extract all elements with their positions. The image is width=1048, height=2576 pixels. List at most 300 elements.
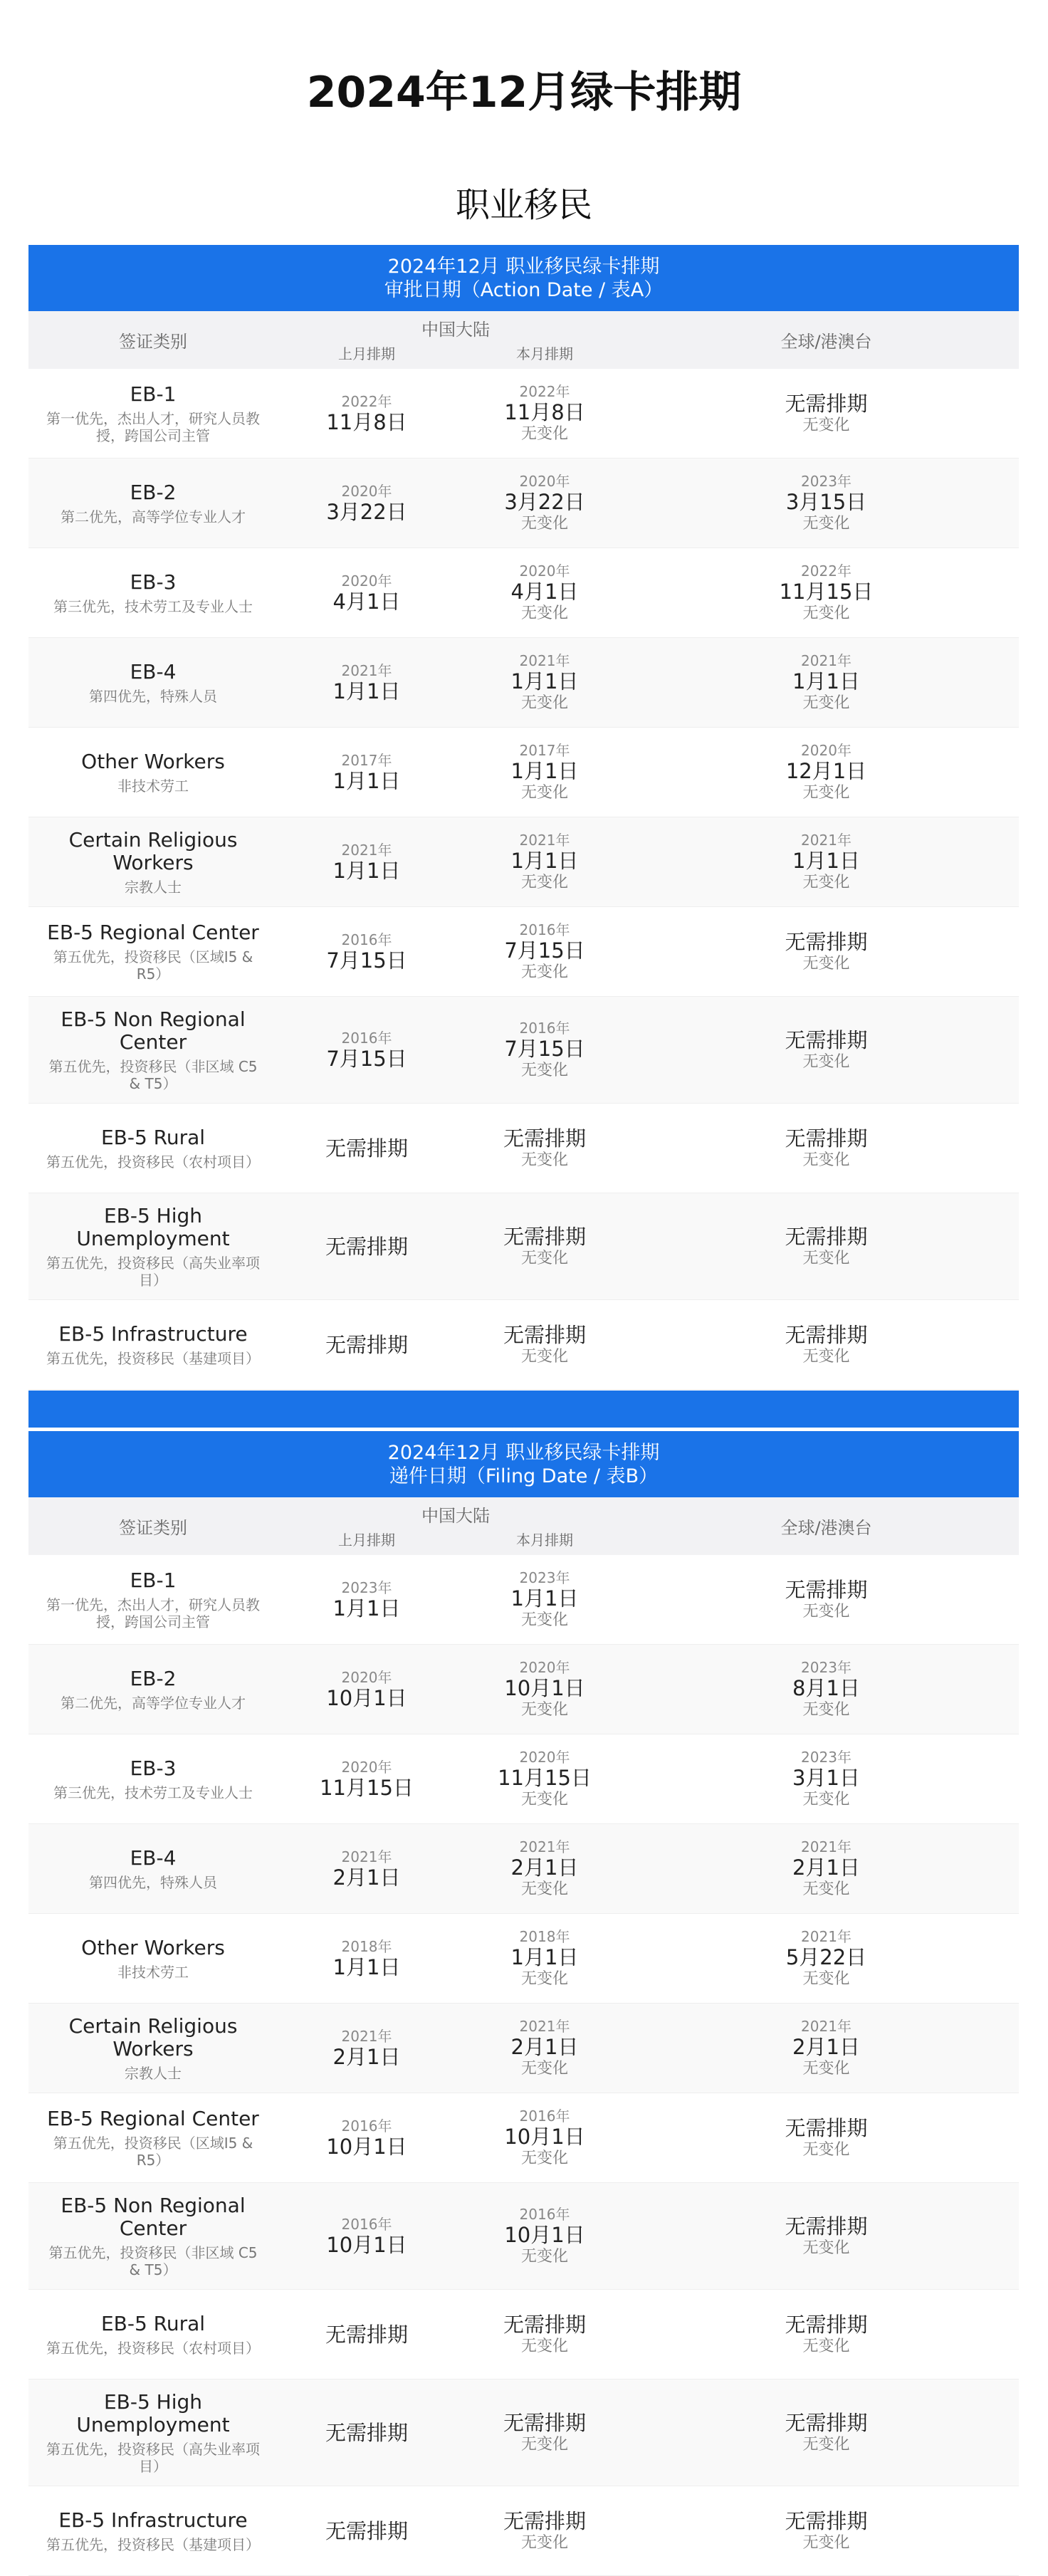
category-name: EB-2 <box>130 1666 177 1690</box>
date-value: 无需排期 <box>785 391 868 416</box>
column-headers <box>28 311 1019 369</box>
this-month-cell <box>456 1300 634 1389</box>
category-cell <box>28 1193 278 1299</box>
change-status: 无变化 <box>520 1790 568 1808</box>
date-value: 5月22日 <box>785 1944 867 1969</box>
category-description: 第五优先，投资移民（农村项目） <box>46 1153 260 1171</box>
date-year: 2022年 <box>519 382 570 400</box>
table-row <box>28 1193 1019 1300</box>
date-year: 2021年 <box>801 1838 852 1855</box>
table-body <box>28 1555 1019 2576</box>
category-name: EB-5 Non Regional Center <box>61 2193 246 2240</box>
date-value: 10月1日 <box>504 1675 585 1700</box>
column-headers <box>28 1497 1019 1555</box>
global-cell <box>634 1300 1019 1389</box>
prev-month-cell <box>278 2379 456 2486</box>
this-month-cell <box>456 997 634 1103</box>
table-row <box>28 1824 1019 1914</box>
date-value: 1月1日 <box>332 858 401 883</box>
change-status: 无变化 <box>520 2247 568 2266</box>
date-value: 11月15日 <box>320 1775 414 1800</box>
date-value: 无需排期 <box>325 2322 408 2347</box>
category-cell <box>28 2093 278 2182</box>
column-header-china: 中国大陆 <box>421 1506 490 1526</box>
category-cell <box>28 728 278 817</box>
page-title: 2024年12月绿卡排期 <box>306 68 742 117</box>
category-name: EB-1 <box>130 1568 177 1592</box>
date-year: 2020年 <box>519 1658 570 1676</box>
prev-month-cell <box>278 1645 456 1734</box>
this-month-cell <box>456 2486 634 2575</box>
change-status: 无变化 <box>520 2435 568 2454</box>
date-value: 11月15日 <box>498 1765 592 1790</box>
column-header-category: 签证类别 <box>119 332 187 352</box>
date-value: 1月1日 <box>332 1596 401 1621</box>
this-month-cell <box>456 817 634 906</box>
date-year: 2021年 <box>341 1848 392 1865</box>
category-description: 第五优先，投资移民（基建项目） <box>46 2535 260 2553</box>
date-year: 2017年 <box>341 751 392 769</box>
prev-month-cell <box>278 1914 456 2003</box>
category-name: EB-3 <box>130 1756 177 1780</box>
this-month-cell <box>456 548 634 637</box>
date-value: 无需排期 <box>785 929 868 954</box>
date-year: 2017年 <box>519 741 570 759</box>
date-value: 无需排期 <box>785 1224 868 1249</box>
date-value: 无需排期 <box>785 2312 868 2337</box>
date-value: 11月8日 <box>504 399 585 424</box>
date-year: 2016年 <box>519 2107 570 2125</box>
date-value: 无需排期 <box>785 1027 868 1052</box>
global-cell <box>634 1555 1019 1644</box>
prev-month-cell <box>278 2004 456 2093</box>
this-month-cell <box>456 2379 634 2486</box>
date-year: 2016年 <box>519 2205 570 2223</box>
category-name: Other Workers <box>81 749 225 773</box>
category-cell <box>28 1300 278 1389</box>
date-value: 无需排期 <box>785 1322 868 1347</box>
table-row <box>28 2004 1019 2093</box>
date-value: 1月1日 <box>510 669 579 693</box>
date-value: 无需排期 <box>503 1126 586 1151</box>
category-name: EB-5 High Unemployment <box>76 2389 230 2436</box>
date-year: 2016年 <box>341 2117 392 2135</box>
table-title-line1: 2024年12月 职业移民绿卡排期 <box>387 255 660 278</box>
action-date-table <box>28 245 1019 1390</box>
category-description: 非技术劳工 <box>117 1963 189 1981</box>
category-name: EB-5 Rural <box>100 2311 206 2335</box>
change-status: 无变化 <box>520 1611 568 1629</box>
date-value: 4月1日 <box>510 579 579 604</box>
this-month-cell <box>456 1914 634 2003</box>
prev-month-cell <box>278 1555 456 1644</box>
this-month-cell <box>456 1193 634 1299</box>
table-row <box>28 638 1019 728</box>
date-year: 2018年 <box>341 1937 392 1955</box>
change-status: 无变化 <box>802 514 850 533</box>
column-header-global: 全球/港澳台 <box>780 1518 872 1538</box>
date-value: 无需排期 <box>325 1332 408 1357</box>
change-status: 无变化 <box>520 604 568 622</box>
date-value: 2月1日 <box>510 1855 579 1880</box>
table-row <box>28 1734 1019 1824</box>
category-description: 第五优先，投资移民（基建项目） <box>46 1349 260 1367</box>
date-value: 无需排期 <box>325 1234 408 1259</box>
date-value: 无需排期 <box>325 2420 408 2445</box>
date-value: 11月8日 <box>326 409 407 434</box>
column-header-china: 中国大陆 <box>421 320 490 340</box>
global-cell <box>634 369 1019 458</box>
change-status: 无变化 <box>802 783 850 802</box>
category-name: EB-5 Regional Center <box>47 920 259 944</box>
date-value: 1月1日 <box>792 669 860 693</box>
date-year: 2016年 <box>341 931 392 948</box>
global-cell <box>634 1645 1019 1734</box>
table-title-line2: 递件日期（Filing Date / 表B） <box>389 1465 659 1487</box>
prev-month-cell <box>278 1300 456 1389</box>
table-row <box>28 1645 1019 1734</box>
date-value: 7月15日 <box>326 1046 407 1071</box>
category-name: EB-5 Regional Center <box>47 2106 259 2130</box>
change-status: 无变化 <box>520 1061 568 1079</box>
change-status: 无变化 <box>520 2059 568 2078</box>
category-description: 宗教人士 <box>125 2064 182 2082</box>
filing-date-table <box>28 1431 1019 2576</box>
change-status: 无变化 <box>802 873 850 891</box>
change-status: 无变化 <box>802 1602 850 1621</box>
change-status: 无变化 <box>520 1880 568 1898</box>
prev-month-cell <box>278 459 456 548</box>
change-status: 无变化 <box>802 2059 850 2078</box>
date-value: 无需排期 <box>785 2508 868 2533</box>
prev-month-cell <box>278 1193 456 1299</box>
table-row <box>28 2093 1019 2183</box>
date-value: 1月1日 <box>510 848 579 873</box>
date-value: 3月22日 <box>504 489 585 514</box>
category-name: Certain Religious Workers <box>68 2014 238 2061</box>
date-year: 2021年 <box>801 1927 852 1945</box>
change-status: 无变化 <box>520 693 568 712</box>
date-value: 2月1日 <box>792 2034 860 2059</box>
date-year: 2022年 <box>341 392 392 410</box>
this-month-cell <box>456 728 634 817</box>
date-value: 1月1日 <box>510 1586 579 1611</box>
change-status: 无变化 <box>802 1880 850 1898</box>
change-status: 无变化 <box>520 514 568 533</box>
prev-month-cell <box>278 2290 456 2379</box>
prev-month-cell <box>278 638 456 727</box>
date-year: 2016年 <box>341 2215 392 2233</box>
category-description: 第五优先，投资移民（区域I5 & R5） <box>53 948 253 983</box>
category-cell <box>28 1555 278 1644</box>
global-cell <box>634 2290 1019 2379</box>
change-status: 无变化 <box>520 2533 568 2552</box>
column-header-this-month: 本月排期 <box>516 1532 573 1549</box>
date-year: 2021年 <box>801 831 852 849</box>
column-header-prev-month: 上月排期 <box>338 345 395 362</box>
date-year: 2021年 <box>341 841 392 859</box>
prev-month-cell <box>278 817 456 906</box>
global-cell <box>634 2183 1019 2289</box>
date-year: 2023年 <box>519 1569 570 1586</box>
global-cell <box>634 459 1019 548</box>
category-name: Certain Religious Workers <box>68 827 238 874</box>
date-value: 1月1日 <box>332 1954 401 1979</box>
category-name: EB-3 <box>130 570 177 594</box>
category-cell <box>28 1104 278 1193</box>
date-value: 7月15日 <box>504 1036 585 1061</box>
table-row <box>28 2486 1019 2576</box>
table-body <box>28 369 1019 1390</box>
category-cell <box>28 1914 278 2003</box>
this-month-cell <box>456 1555 634 1644</box>
category-description: 第四优先，特殊人员 <box>89 687 217 705</box>
date-value: 无需排期 <box>503 2508 586 2533</box>
change-status: 无变化 <box>802 2435 850 2454</box>
change-status: 无变化 <box>520 963 568 981</box>
category-description: 第一优先，杰出人才，研究人员教授，跨国公司主管 <box>46 409 260 444</box>
change-status: 无变化 <box>802 1700 850 1719</box>
date-year: 2023年 <box>341 1578 392 1596</box>
prev-month-cell <box>278 548 456 637</box>
date-year: 2021年 <box>519 651 570 669</box>
category-cell <box>28 997 278 1103</box>
prev-month-cell <box>278 369 456 458</box>
date-value: 3月22日 <box>326 499 407 524</box>
change-status: 无变化 <box>802 604 850 622</box>
category-cell <box>28 1645 278 1734</box>
category-name: EB-1 <box>130 382 177 406</box>
change-status: 无变化 <box>520 873 568 891</box>
date-year: 2020年 <box>341 1758 392 1776</box>
category-description: 第五优先，投资移民（农村项目） <box>46 2339 260 2357</box>
date-value: 无需排期 <box>785 1126 868 1151</box>
date-year: 2022年 <box>801 562 852 580</box>
table-header <box>28 1431 1019 1497</box>
table-row <box>28 2290 1019 2379</box>
date-value: 10月1日 <box>326 1685 407 1710</box>
category-cell <box>28 369 278 458</box>
prev-month-cell <box>278 1824 456 1913</box>
table-row <box>28 2183 1019 2290</box>
category-name: EB-5 High Unemployment <box>76 1203 230 1250</box>
date-value: 无需排期 <box>785 2214 868 2239</box>
global-cell <box>634 638 1019 727</box>
this-month-cell <box>456 1824 634 1913</box>
global-cell <box>634 2379 1019 2486</box>
category-name: Other Workers <box>81 1935 225 1959</box>
category-cell <box>28 2004 278 2093</box>
date-value: 1月1日 <box>792 848 860 873</box>
category-description: 第三优先，技术劳工及专业人士 <box>53 1784 253 1801</box>
date-value: 11月15日 <box>779 579 874 604</box>
section-divider-band <box>28 1391 1019 1428</box>
category-name: EB-5 Infrastructure <box>58 1321 248 1346</box>
change-status: 无变化 <box>802 693 850 712</box>
change-status: 无变化 <box>802 2337 850 2355</box>
category-description: 第二优先，高等学位专业人才 <box>61 1694 246 1712</box>
date-year: 2023年 <box>801 1748 852 1766</box>
this-month-cell <box>456 369 634 458</box>
date-year: 2020年 <box>519 562 570 580</box>
date-year: 2021年 <box>341 661 392 679</box>
table-row <box>28 1104 1019 1193</box>
this-month-cell <box>456 2093 634 2182</box>
change-status: 无变化 <box>520 1700 568 1719</box>
date-value: 无需排期 <box>503 1322 586 1347</box>
change-status: 无变化 <box>802 1052 850 1071</box>
category-cell <box>28 1734 278 1823</box>
this-month-cell <box>456 1645 634 1734</box>
change-status: 无变化 <box>802 1151 850 1169</box>
this-month-cell <box>456 907 634 996</box>
category-name: EB-2 <box>130 480 177 504</box>
date-value: 7月15日 <box>504 938 585 963</box>
this-month-cell <box>456 2004 634 2093</box>
prev-month-cell <box>278 997 456 1103</box>
category-description: 第五优先，投资移民（区域I5 & R5） <box>53 2134 253 2169</box>
category-name: EB-5 Non Regional Center <box>61 1007 246 1054</box>
date-year: 2016年 <box>519 921 570 938</box>
category-cell <box>28 1824 278 1913</box>
global-cell <box>634 728 1019 817</box>
category-name: EB-4 <box>130 659 177 684</box>
global-cell <box>634 1914 1019 2003</box>
category-description: 第五优先，投资移民（高失业率项目） <box>46 1254 260 1289</box>
prev-month-cell <box>278 2486 456 2575</box>
date-value: 10月1日 <box>504 2124 585 2149</box>
category-cell <box>28 2379 278 2486</box>
date-value: 1月1日 <box>510 758 579 783</box>
date-value: 12月1日 <box>785 758 867 783</box>
date-year: 2020年 <box>341 482 392 500</box>
category-description: 第五优先，投资移民（高失业率项目） <box>46 2440 260 2475</box>
table-row <box>28 548 1019 638</box>
change-status: 无变化 <box>520 783 568 802</box>
date-year: 2023年 <box>801 1658 852 1676</box>
date-value: 无需排期 <box>325 2518 408 2543</box>
table-header <box>28 245 1019 311</box>
date-value: 1月1日 <box>510 1944 579 1969</box>
column-header-category: 签证类别 <box>119 1518 187 1538</box>
date-year: 2016年 <box>519 1019 570 1037</box>
prev-month-cell <box>278 1104 456 1193</box>
table-row <box>28 907 1019 997</box>
date-value: 2月1日 <box>332 1865 401 1890</box>
global-cell <box>634 2004 1019 2093</box>
section-title: 职业移民 <box>455 185 592 225</box>
category-cell <box>28 548 278 637</box>
date-value: 无需排期 <box>785 1577 868 1602</box>
change-status: 无变化 <box>520 424 568 443</box>
global-cell <box>634 548 1019 637</box>
this-month-cell <box>456 1104 634 1193</box>
change-status: 无变化 <box>802 416 850 434</box>
prev-month-cell <box>278 907 456 996</box>
category-description: 第四优先，特殊人员 <box>89 1873 217 1891</box>
date-value: 无需排期 <box>503 2410 586 2435</box>
column-header-global: 全球/港澳台 <box>780 332 872 352</box>
date-value: 无需排期 <box>785 2410 868 2435</box>
date-value: 3月15日 <box>785 489 867 514</box>
global-cell <box>634 2486 1019 2575</box>
change-status: 无变化 <box>802 2239 850 2257</box>
date-year: 2023年 <box>801 472 852 490</box>
global-cell <box>634 997 1019 1103</box>
category-name: EB-5 Infrastructure <box>58 2508 248 2532</box>
date-year: 2020年 <box>341 572 392 590</box>
prev-month-cell <box>278 2183 456 2289</box>
global-cell <box>634 817 1019 906</box>
date-value: 无需排期 <box>785 2115 868 2140</box>
date-value: 3月1日 <box>792 1765 860 1790</box>
date-value: 2月1日 <box>510 2034 579 2059</box>
date-value: 4月1日 <box>332 589 401 614</box>
date-year: 2021年 <box>519 831 570 849</box>
category-description: 宗教人士 <box>125 878 182 896</box>
prev-month-cell <box>278 1734 456 1823</box>
global-cell <box>634 1824 1019 1913</box>
change-status: 无变化 <box>802 1790 850 1808</box>
column-header-this-month: 本月排期 <box>516 345 573 362</box>
date-value: 1月1日 <box>332 768 401 793</box>
change-status: 无变化 <box>520 1249 568 1267</box>
global-cell <box>634 1734 1019 1823</box>
date-year: 2021年 <box>519 2017 570 2035</box>
change-status: 无变化 <box>520 2149 568 2167</box>
global-cell <box>634 907 1019 996</box>
category-name: EB-4 <box>130 1845 177 1870</box>
category-name: EB-5 Rural <box>100 1125 206 1149</box>
change-status: 无变化 <box>802 1347 850 1366</box>
category-cell <box>28 2290 278 2379</box>
category-description: 第二优先，高等学位专业人才 <box>61 508 246 525</box>
category-cell <box>28 907 278 996</box>
category-cell <box>28 2183 278 2289</box>
change-status: 无变化 <box>802 1969 850 1988</box>
date-value: 2月1日 <box>332 2044 401 2069</box>
date-year: 2020年 <box>801 741 852 759</box>
date-year: 2021年 <box>801 651 852 669</box>
date-value: 10月1日 <box>326 2232 407 2257</box>
this-month-cell <box>456 1734 634 1823</box>
change-status: 无变化 <box>802 954 850 973</box>
category-description: 非技术劳工 <box>117 777 189 795</box>
table-row <box>28 728 1019 817</box>
category-description: 第五优先，投资移民（非区域 C5 & T5） <box>48 2243 258 2278</box>
date-value: 1月1日 <box>332 679 401 703</box>
table-row <box>28 817 1019 907</box>
table-row <box>28 1555 1019 1645</box>
prev-month-cell <box>278 2093 456 2182</box>
table-title-line1: 2024年12月 职业移民绿卡排期 <box>387 1441 660 1464</box>
table-row <box>28 1300 1019 1390</box>
change-status: 无变化 <box>520 1969 568 1988</box>
table-row <box>28 1914 1019 2004</box>
date-value: 无需排期 <box>503 2312 586 2337</box>
this-month-cell <box>456 638 634 727</box>
prev-month-cell <box>278 728 456 817</box>
category-description: 第五优先，投资移民（非区域 C5 & T5） <box>48 1057 258 1092</box>
change-status: 无变化 <box>520 1347 568 1366</box>
date-year: 2021年 <box>341 2027 392 2045</box>
change-status: 无变化 <box>520 1151 568 1169</box>
date-value: 2月1日 <box>792 1855 860 1880</box>
date-year: 2021年 <box>519 1838 570 1855</box>
date-value: 7月15日 <box>326 948 407 973</box>
date-value: 8月1日 <box>792 1675 860 1700</box>
date-year: 2018年 <box>519 1927 570 1945</box>
